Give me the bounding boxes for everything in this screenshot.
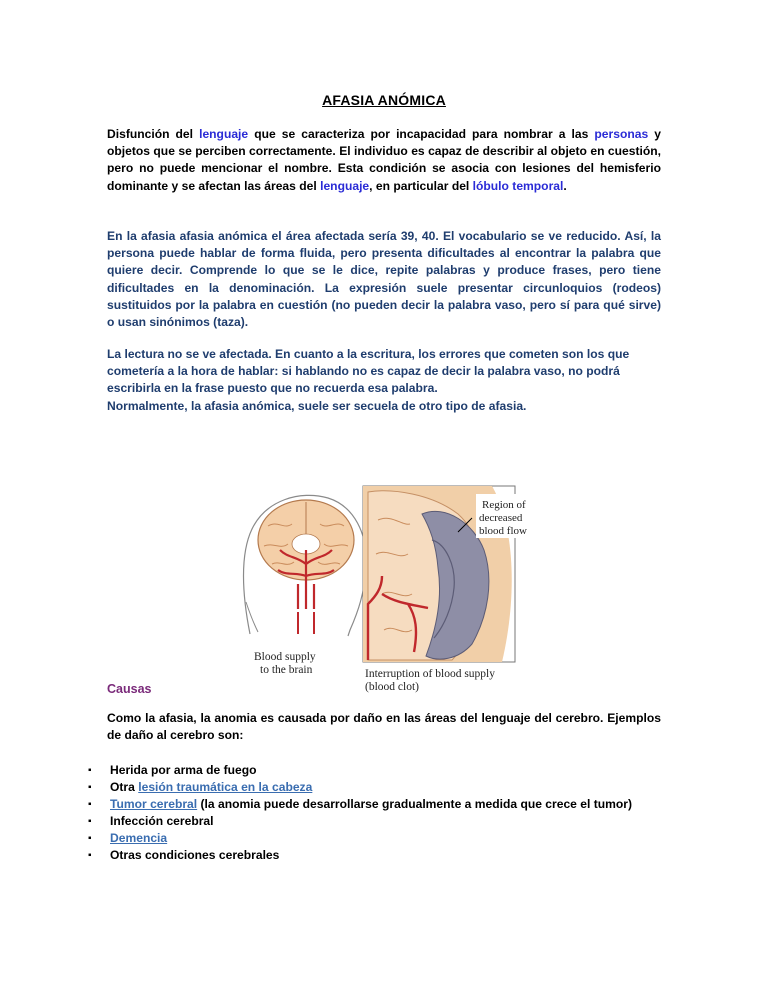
region-label-line-1: Region of [482,499,526,511]
p1-text-e: . [563,178,567,193]
left-caption-line-1: Blood supply [254,651,316,663]
description-paragraph: En la afasia afasia anómica el área afectada sería 39, 40. El vocabulario se ve reducido. Así, la persona puede hablar de forma fluida, pero presenta dificultades al encontrar la palabra que quiere decir. Comprende lo que se le dice, repite palabras y produce frases, pero tiene dificultades en la denominación. La expresión suele presentar circunloquios (rodeos) sustituidos por la palabra en cuestión (no pueden decir la palabra vaso, pero sí para qué sirve) o usan sinónimos (taza). [107,229,661,330]
bullet-marker: ▪ [88,833,92,844]
right-caption-line-1: Interruption of blood supply [365,668,495,680]
list-item [88,762,632,779]
list-item [88,813,632,830]
link-head-trauma[interactable]: lesión traumática en la cabeza [138,780,313,794]
region-label-line-3: blood flow [479,525,527,537]
definition-paragraph [107,126,661,195]
right-caption-line-2: (blood clot) [365,681,419,693]
left-caption-line-2: to the brain [260,664,313,676]
causes-intro-paragraph: Como la afasia, la anomia es causada por daño en las áreas del lenguaje del cerebro. Ejemplos de daño al cerebro son: [107,711,661,743]
cause-gunshot: Herida por arma de fuego [110,763,257,777]
link-lenguaje[interactable]: lenguaje [199,127,249,141]
link-lenguaje-2[interactable]: lenguaje [320,178,370,193]
cause-infection: Infección cerebral [110,814,214,828]
link-personas[interactable]: personas [594,127,649,141]
p1-text-d: , en particular del [369,178,473,193]
causas-heading: Causas [107,682,152,696]
p1-text-a: Disfunción del [107,127,200,141]
bullet-marker: ▪ [88,765,92,776]
cause-tumor-note: (la anomia puede desarrollarse gradualmente a medida que crece el tumor) [197,797,633,811]
sequel-text: Normalmente, la afasia anómica, suele ser secuela de otro tipo de afasia. [107,398,527,413]
list-item [88,830,632,847]
cause-other-conditions: Otras condiciones cerebrales [110,848,280,862]
bullet-marker: ▪ [88,799,92,810]
causes-list [88,762,632,864]
reading-text: La lectura no se ve afectada. En cuanto a la escritura, los errores que cometen son los que cometería a la hora de hablar: si hablando no es capaz de decir la palabra vaso, no podrá escribirla en la frase puesto que no recuerda esa palabra. [107,347,630,396]
list-item [88,779,632,796]
p1-text-b: que se caracteriza por incapacidad para nombrar a las [248,127,595,141]
bullet-marker: ▪ [88,850,92,861]
brain-blood-supply-figure [232,484,527,696]
link-brain-tumor[interactable]: Tumor cerebral [110,797,198,811]
list-item [88,847,632,864]
head-blood-supply-drawing [244,495,367,636]
reading-paragraph [107,346,661,415]
cause-other-prefix: Otra [110,780,139,794]
brain-illustration [232,484,527,696]
link-dementia[interactable]: Demencia [110,831,168,845]
page-title: AFASIA ANÓMICA [322,92,446,108]
region-label-line-2: decreased [479,512,523,524]
bullet-marker: ▪ [88,816,92,827]
list-item [88,796,632,813]
link-lobulo-temporal[interactable]: lóbulo temporal [472,178,564,193]
bullet-marker: ▪ [88,782,92,793]
p1-text-c: y objetos que se perciben correctamente. El individuo es capaz de describir al objeto en cuestión, pero no puede mencionar el nombre. Esta condición se asocia con lesiones del hemisferio dominante y se afectan las áreas del [107,127,661,193]
